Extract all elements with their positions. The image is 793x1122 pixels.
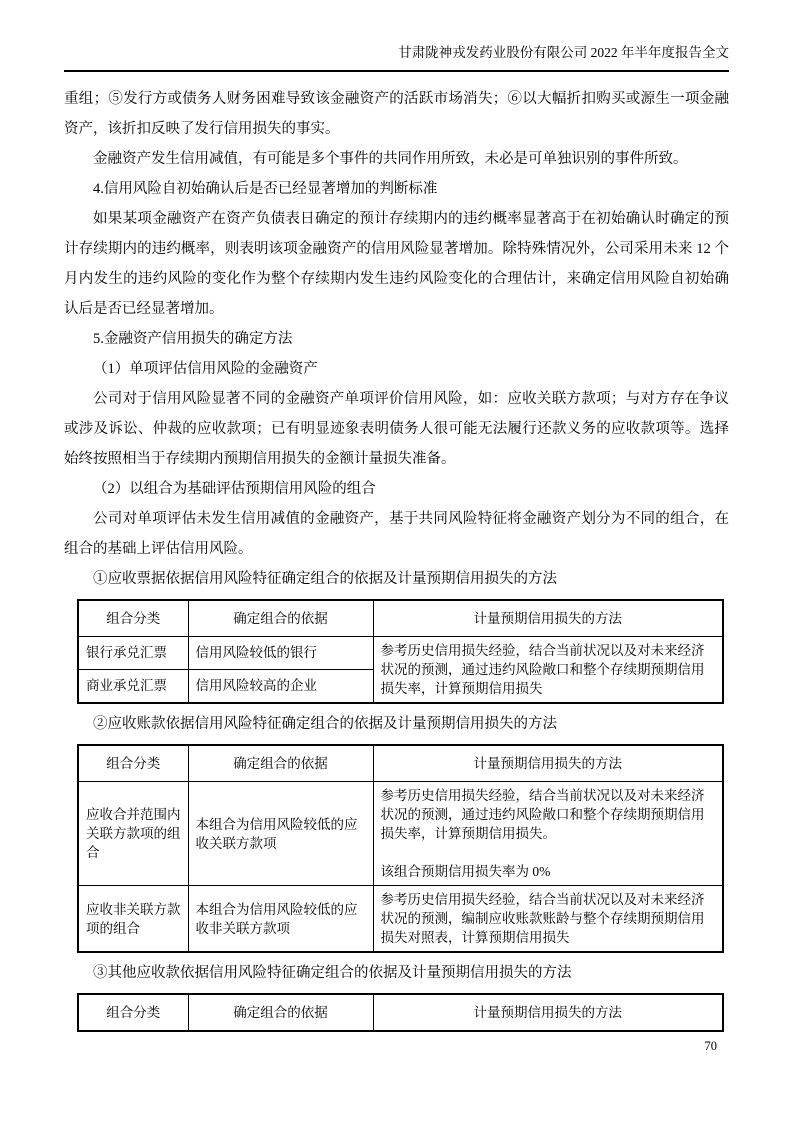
continuation-paragraph: 重组；⑤发行方或债务人财务困难导致该金融资产的活跃市场消失；⑥以大幅折扣购买或源生一项金融资产，该折扣反映了发行信用损失的事实。 (64, 91, 729, 137)
header-cell-method: 计量预期信用损失的方法 (373, 994, 723, 1031)
header-cell-basis: 确定组合的依据 (188, 745, 373, 782)
report-title: 甘肃陇神戎发药业股份有限公司 2022 年半年度报告全文 (398, 45, 729, 60)
impairment-note-paragraph: 金融资产发生信用减值，有可能是多个事件的共同作用所致，未必是可单独识别的事件所致。 (93, 151, 688, 167)
header-cell-category: 组合分类 (78, 600, 188, 637)
header-cell-basis: 确定组合的依据 (188, 600, 373, 637)
heading-item-5: 5.金融资产信用损失的确定方法 (93, 331, 293, 347)
notes-receivable-table (77, 599, 724, 704)
table-row (78, 637, 723, 670)
table-row (78, 782, 723, 886)
cell-basis: 信用风险较高的企业 (188, 669, 373, 703)
paragraph-item-4: 如果某项金融资产在资产负债表日确定的预计存续期内的违约概率显著高于在初始确认时确定的预计存续期内的违约概率，则表明该项金融资产的信用风险显著增加。除特殊情况外，公司采用未来 12 个月内发生的违约风险的变化作为整个存续期内发生违约风险变化的合理估计，来确定信用风险自初始确认后是否已经显著增加。 (64, 211, 729, 317)
caption-other-receivables-table: ③其他应收款依据信用风险特征确定组合的依据及计量预期信用损失的方法 (93, 965, 572, 981)
page-number: 70 (704, 1039, 717, 1053)
cell-category: 商业承兑汇票 (78, 669, 188, 703)
page-header (64, 44, 729, 72)
header-cell-method: 计量预期信用损失的方法 (373, 600, 723, 637)
table-header-row (78, 745, 723, 782)
cell-basis: 信用风险较低的银行 (188, 637, 373, 670)
method-text: 参考历史信用损失经验，结合当前状况以及对未来经济状况的预测，通过违约风险敞口和整个存续期预期信用损失率，计算预期信用损失。 (380, 788, 705, 841)
cell-basis: 本组合为信用风险较低的应收关联方款项 (188, 782, 373, 886)
cell-category: 应收合并范围内关联方款项的组合 (78, 782, 188, 886)
header-cell-method: 计量预期信用损失的方法 (373, 745, 723, 782)
page-content (64, 72, 729, 1032)
cell-method: 参考历史信用损失经验，结合当前状况以及对未来经济状况的预测，编制应收账款账龄与整个存续期预期信用损失对照表，计算预期信用损失 (373, 886, 723, 953)
header-cell-basis: 确定组合的依据 (188, 994, 373, 1031)
heading-item-4: 4.信用风险自初始确认后是否已经显著增加的判断标准 (93, 181, 438, 197)
other-receivables-table (77, 993, 724, 1032)
cell-basis: 本组合为信用风险较低的应收非关联方款项 (188, 886, 373, 953)
subheading-individual-assessment: （1）单项评估信用风险的金融资产 (93, 361, 318, 377)
header-cell-category: 组合分类 (78, 745, 188, 782)
table-row (78, 886, 723, 953)
cell-category: 银行承兑汇票 (78, 637, 188, 670)
paragraph-portfolio-assessment: 公司对单项评估未发生信用减值的金融资产，基于共同风险特征将金融资产划分为不同的组合，在组合的基础上评估信用风险。 (64, 511, 729, 557)
caption-notes-receivable-table: ①应收票据依据信用风险特征确定组合的依据及计量预期信用损失的方法 (93, 571, 557, 587)
subheading-portfolio-assessment: （2）以组合为基础评估预期信用风险的组合 (93, 481, 376, 497)
method-loss-rate: 该组合预期信用损失率为 0% (380, 864, 551, 879)
table-header-row (78, 994, 723, 1031)
table-header-row (78, 600, 723, 637)
cell-category: 应收非关联方款项的组合 (78, 886, 188, 953)
header-cell-category: 组合分类 (78, 994, 188, 1031)
caption-accounts-receivable-table: ②应收账款依据信用风险特征确定组合的依据及计量预期信用损失的方法 (93, 716, 557, 732)
cell-method-merged: 参考历史信用损失经验，结合当前状况以及对未来经济状况的预测，通过违约风险敞口和整个存续期预期信用损失率，计算预期信用损失 (373, 637, 723, 704)
paragraph-individual-assessment: 公司对于信用风险显著不同的金融资产单项评价信用风险，如：应收关联方款项；与对方存在争议或涉及诉讼、仲裁的应收款项；已有明显迹象表明债务人很可能无法履行还款义务的应收款项等。选择始终按照相当于存续期内预期信用损失的金额计量损失准备。 (64, 391, 729, 467)
accounts-receivable-table (77, 744, 724, 953)
cell-method (373, 782, 723, 886)
